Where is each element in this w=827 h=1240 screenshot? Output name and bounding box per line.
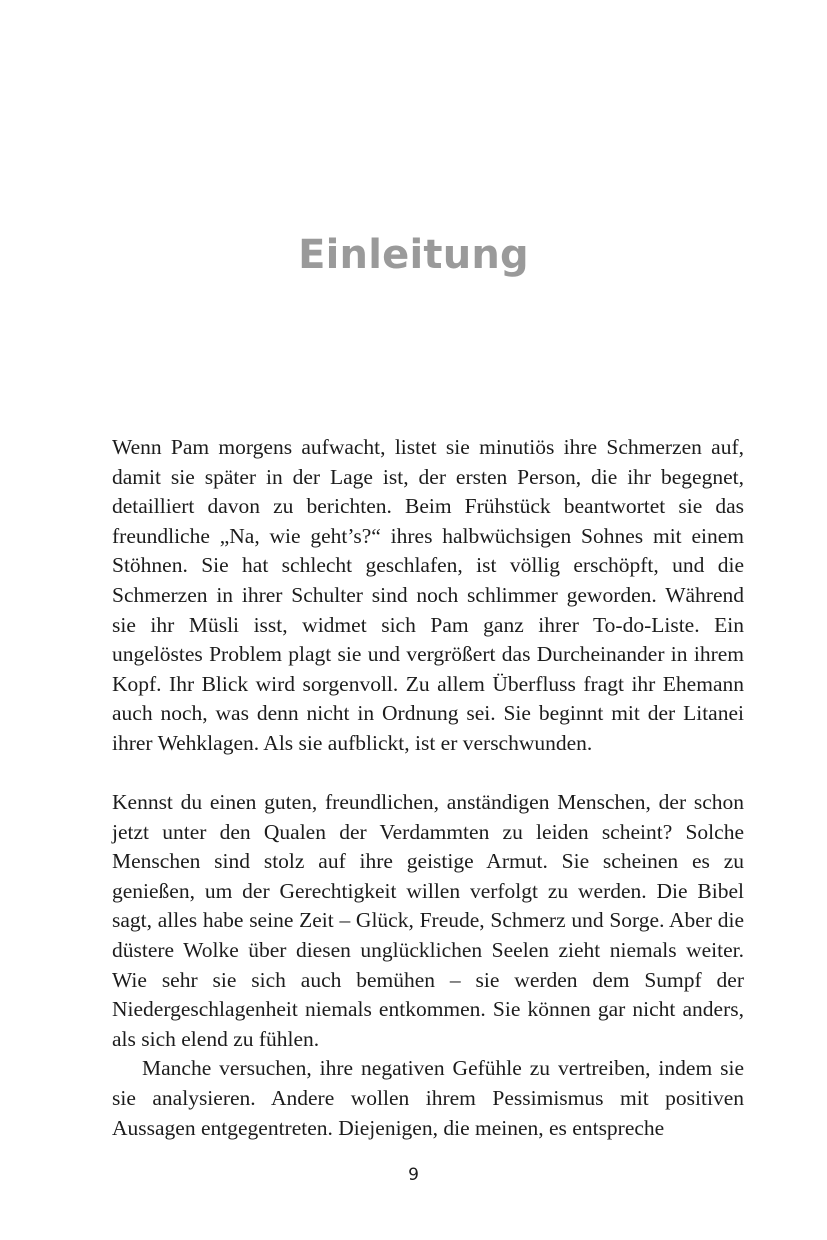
- chapter-title: Einleitung: [298, 232, 529, 278]
- section-2: [112, 788, 744, 1143]
- body-paragraph: Kennst du einen guten, freundlichen, anständigen Menschen, der schon jetzt unter den Qualen der Verdammten zu leiden scheint? Solche Menschen sind stolz auf ihre geistige Armut. Sie scheinen es zu genießen, um der Gerechtigkeit willen verfolgt zu werden. Die Bibel sagt, alles habe seine Zeit – Glück, Freude, Schmerz und Sorge. Aber die düstere Wolke über diesen unglücklichen Seelen zieht niemals weiter. Wie sehr sie sich auch bemühen – sie werden dem Sumpf der Niedergeschlagenheit niemals entkommen. Sie können gar nicht anders, als sich elend zu fühlen.: [112, 790, 744, 1051]
- body-paragraph: Wenn Pam morgens aufwacht, listet sie minutiös ihre Schmerzen auf, damit sie später in der Lage ist, der ersten Person, die ihr begegnet, detailliert davon zu berichten. Beim Frühstück beantwortet sie das freundliche „Na, wie geht’s?“ ihres halbwüchsigen Sohnes mit einem Stöhnen. Sie hat schlecht geschlafen, ist völlig erschöpft, und die Schmerzen in ihrer Schulter sind noch schlimmer geworden. Während sie ihr Müsli isst, widmet sich Pam ganz ihrer To-do-Liste. Ein ungelöstes Problem plagt sie und vergrößert das Durcheinander in ihrem Kopf. Ihr Blick wird sorgenvoll. Zu allem Überfluss fragt ihr Ehemann auch noch, was denn nicht in Ordnung sei. Sie beginnt mit der Litanei ihrer Wehklagen. Als sie aufblickt, ist er verschwunden.: [112, 435, 744, 755]
- section-1: [112, 433, 744, 759]
- body-paragraph: Manche versuchen, ihre negativen Gefühle zu vertreiben, indem sie sie analysieren. Andere wollen ihrem Pessimismus mit positiven Aussagen entgegentreten. Diejenigen, die meinen, es entspreche: [112, 1056, 744, 1140]
- page-number: 9: [408, 1165, 419, 1185]
